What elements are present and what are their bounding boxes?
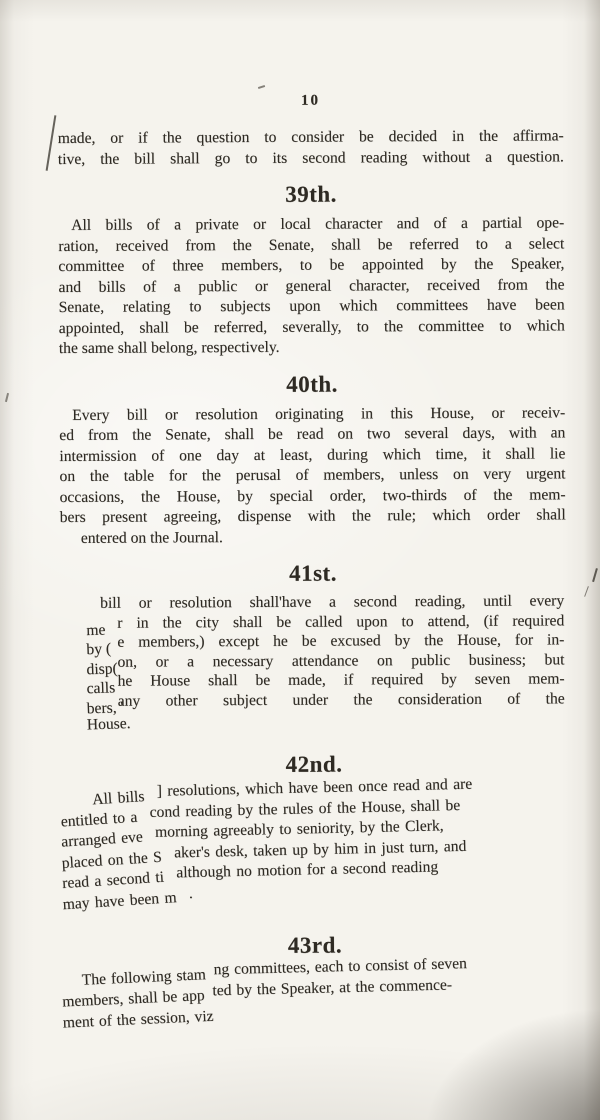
text-line: the same shall belong, respectively. (58, 338, 280, 357)
line-fragment: e members,) except he be excused by the House, for in- (117, 631, 565, 651)
text-line: entered on the Journal. (80, 528, 223, 547)
page-number: 10 (300, 92, 321, 109)
paragraph-rule-40 (59, 403, 566, 549)
paragraph-rule-42-warped (60, 774, 569, 914)
displaced-fragment: ment of the session, viz (62, 1007, 214, 1032)
paragraph-rule-39 (58, 213, 565, 359)
text-line: Senate, relating to subjects upon which committees have been (58, 296, 565, 316)
text-line: ed from the Senate, shall be read on two several days, with an (59, 424, 566, 444)
displaced-fragment: disp( (86, 659, 118, 678)
section-heading-39th: 39th. (285, 181, 337, 207)
displaced-fragment: placed on the S (61, 847, 163, 871)
scan-artifact (592, 568, 597, 582)
text-line: appointed, shall be referred, severally, to the committee to which (58, 316, 565, 337)
scan-artifact (5, 393, 9, 402)
text-line: All bills of a private or local character and of a partial ope- (71, 214, 565, 234)
displaced-fragment: read a second ti (61, 868, 165, 892)
garbled-line (61, 709, 567, 734)
section-heading-40th: 40th. (286, 371, 338, 397)
displaced-fragment: entitled to a (60, 807, 138, 830)
paragraph-rule-41-warped (60, 592, 567, 739)
line-fragment: ] resolutions, which have been once read and are (156, 775, 473, 800)
line-fragment: bill or resolution shall'have a second reading, until every (100, 592, 565, 612)
line-fragment: r in the city shall be called upon to attend, (if required (117, 611, 565, 632)
page-content (57, 0, 568, 1032)
displaced-fragment: All bills (91, 787, 145, 808)
garbled-line (60, 650, 566, 678)
line-fragment: on, or a necessary attendance on public business; but (117, 650, 565, 671)
paragraph-rule-43-warped (61, 954, 568, 1032)
displaced-fragment: House. (86, 715, 131, 734)
scan-artifact (584, 586, 589, 597)
text-line: intermission of one day at least, during which time, it shall lie (59, 444, 566, 465)
text-line: on the table for the perusal of members, unless on very urgent (59, 465, 566, 485)
displaced-fragment: may have been m (62, 888, 178, 913)
line-fragment: cond reading by the rules of the House, shall be (149, 795, 461, 820)
text-line: and bills of a public or general character, received from the (58, 275, 565, 296)
displaced-fragment: me (86, 620, 106, 639)
line-fragment: he House shall be made, if required by seven mem- (117, 670, 565, 690)
crease-mark (46, 115, 56, 171)
garbled-line (60, 592, 566, 614)
garbled-line (61, 670, 567, 698)
section-heading-41st: 41st. (289, 560, 338, 586)
garbled-line (60, 631, 566, 659)
displaced-fragment: members, shall be app (61, 986, 206, 1010)
text-line: Every bill or resolution originating in this House, or receiv- (72, 403, 566, 424)
section-heading-42nd: 42nd. (285, 751, 343, 777)
line-fragment: ted by the Speaker, at the commence- (212, 975, 453, 999)
displaced-fragment: bers, ' (86, 698, 124, 717)
line-fragment: any other subject under the consideration of the (117, 689, 565, 710)
paragraph-continuation (58, 126, 564, 170)
displaced-fragment: arranged eve (60, 828, 144, 851)
section-heading-43rd: 43rd. (287, 932, 343, 958)
garbled-line (60, 611, 566, 639)
line-fragment: although no motion for a second reading (176, 857, 439, 881)
displaced-fragment: by ( (86, 640, 112, 659)
line-fragment: ng committees, each to consist of seven (213, 954, 468, 978)
text-line: ration, received from the Senate, shall be referred to a select (58, 234, 565, 255)
line-fragment: aker's desk, taken up by him in just turn, and (173, 836, 467, 861)
displaced-fragment: The following stam (81, 965, 207, 989)
garbled-line (61, 689, 567, 717)
text-line: bers present agreeing, dispense with the rule; which order shall (59, 506, 566, 526)
line-fragment: . (188, 884, 194, 902)
text-line: committee of three members, to be appointed by the Speaker, (58, 255, 565, 275)
displaced-fragment: calls (86, 679, 116, 698)
text-line: occasions, the House, by special order, two-thirds of the mem- (59, 485, 566, 506)
text-line: made, or if the question to consider be decided in the affirma- (57, 127, 564, 147)
line-fragment: morning agreeably to seniority, by the Clerk, (154, 816, 444, 841)
text-line: tive, the bill shall go to its second reading without a question. (57, 147, 564, 168)
